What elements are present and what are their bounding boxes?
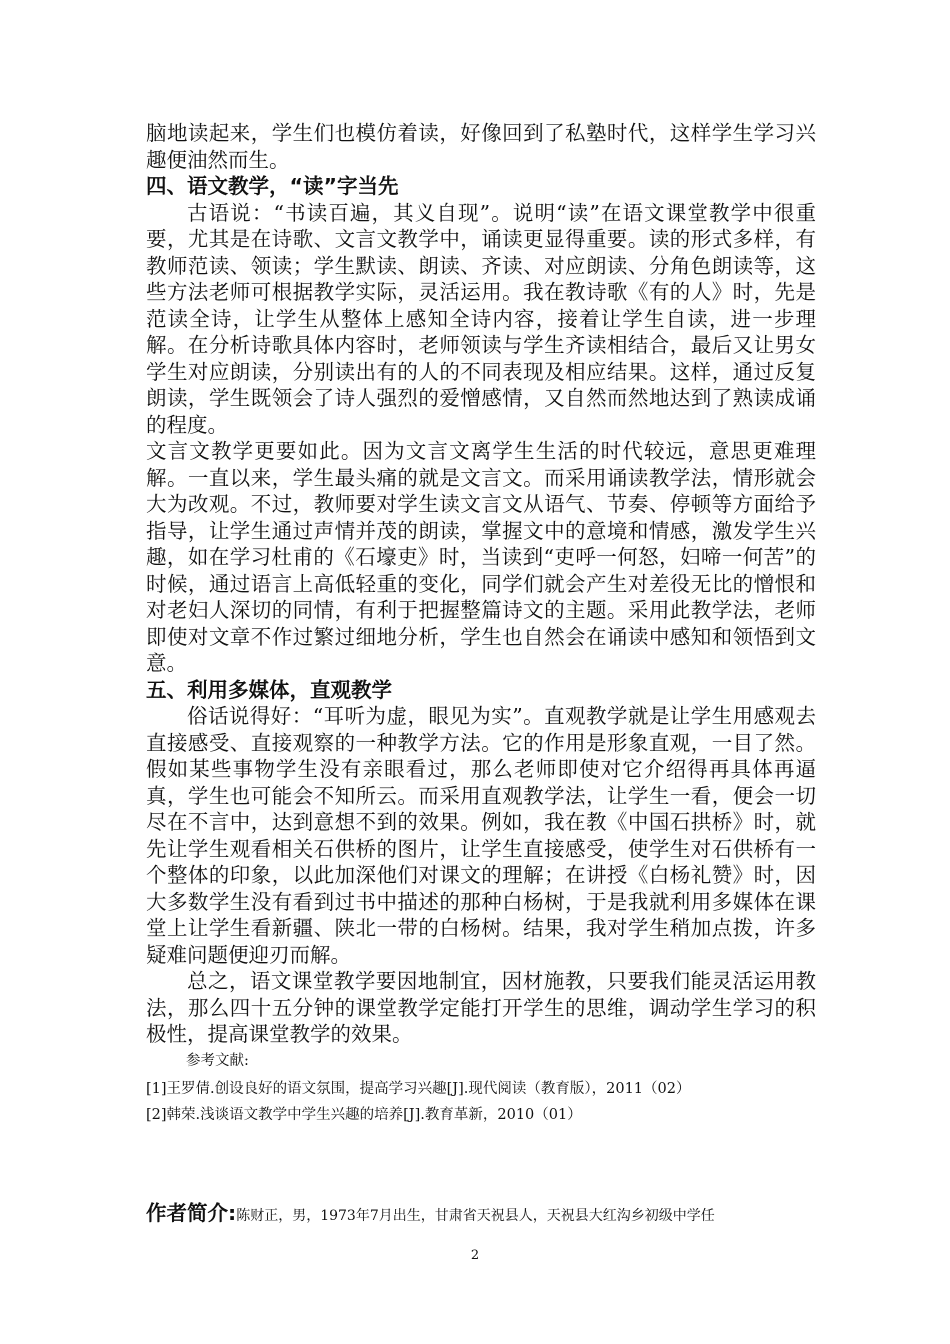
document-body — [146, 120, 816, 1128]
author-bio-label: 作者简介: — [146, 1201, 237, 1225]
paragraph-reading-importance: 古语说：“书读百遍，其义自现”。说明“读”在语文课堂教学中很重要，尤其是在诗歌、文言文教学中，诵读更显得重要。读的形式多样，有教师范读、领读；学生默读、朗读、齐读、对应朗读、分角色朗读等，这些方法老师可根据教学实际，灵活运用。我在教诗歌《有的人》时，先是范读全诗，让学生从整体上感知全诗内容，接着让学生自读，进一步理解。在分析诗歌具体内容时，老师领读与学生齐读相结合，最后又让男女学生对应朗读，分别读出有的人的不同表现及相应结果。这样，通过反复朗读，学生既领会了诗人强烈的爱憎感情，又自然而然地达到了熟读成诵的程度。 — [146, 200, 816, 437]
section-heading-5: 五、利用多媒体，直观教学 — [146, 677, 392, 702]
author-bio-text: 陈财正，男，1973年7月出生，甘肃省天祝县人，天祝县大红沟乡初级中学任 — [236, 1208, 715, 1224]
section-heading-4: 四、语文教学，“读”字当先 — [146, 174, 399, 198]
page-number: 2 — [470, 1248, 480, 1263]
reference-item-1: [1]王罗倩.创设良好的语文氛围，提高学习兴趣[J].现代阅读（教育版），2011（02） — [146, 1080, 691, 1097]
paragraph-multimedia: 俗话说得好：“耳听为虚，眼见为实”。直观教学就是让学生用感观去直接感受、直接观察的一种教学方法。它的作用是形象直观，一目了然。假如某些事物学生没有亲眼看过，那么老师即使对它介绍得再具体再逼真，学生也可能会不知所云。而采用直观教学法，让学生一看，便会一切尽在不言中，达到意想不到的效果。例如，我在教《中国石拱桥》时，就先让学生观看相关石供桥的图片，让学生直接感受，使学生对石供桥有一个整体的印象，以此加深他们对课文的理解；在讲授《白杨礼赞》时，因大多数学生没有看到过书中描述的那种白杨树，于是我就利用多媒体在课堂上让学生看新疆、陕北一带的白杨树。结果，我对学生稍加点拨，许多疑难问题便迎刃而解。 — [146, 704, 816, 967]
reference-item-2: [2]韩荣.浅谈语文教学中学生兴趣的培养[J].教育革新，2010（01） — [146, 1106, 582, 1123]
paragraph-conclusion: 总之，语文课堂教学要因地制宜，因材施教，只要我们能灵活运用教法，那么四十五分钟的课堂教学定能打开学生的思维，调动学生学习的积极性，提高课堂教学的效果。 — [146, 969, 816, 1046]
paragraph-classical-chinese: 文言文教学更要如此。因为文言文离学生生活的时代较远，意思更难理解。一直以来，学生最头痛的就是文言文。而采用诵读教学法，情形就会大为改观。不过，教师要对学生读文言文从语气、节奏、停顿等方面给予指导，让学生通过声情并茂的朗读，掌握文中的意境和情感，激发学生兴趣，如在学习杜甫的《石壕吏》时，当读到“吏呼一何怒，妇啼一何苦”的时候，通过语言上高低轻重的变化，同学们就会产生对差役无比的憎恨和对老妇人深切的同情，有利于把握整篇诗文的主题。采用此教学法，老师即使对文章不作过繁过细地分析，学生也自然会在诵读中感知和领悟到文意。 — [146, 439, 816, 675]
author-bio — [146, 1196, 846, 1226]
references-label: 参考文献: — [186, 1052, 249, 1069]
paragraph-intro-continuation: 脑地读起来，学生们也模仿着读，好像回到了私塾时代，这样学生学习兴趣便油然而生。 — [146, 121, 816, 172]
